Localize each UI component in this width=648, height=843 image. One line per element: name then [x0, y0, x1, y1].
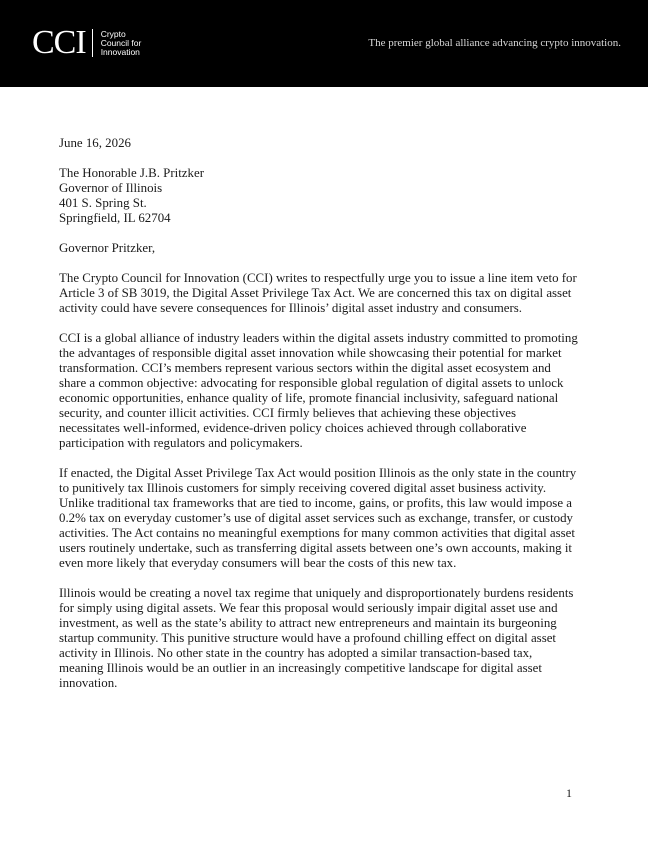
paragraph-about-cci: CCI is a global alliance of industry leaders within the digital assets industry committed to promoting the advantages of responsible digital asset innovation while showcasing their potential for market transformation. CCI’s members represent various sectors within the digital asset ecosystem and share a common objective: advocating for responsible global regulation of digital assets to unlock economic opportunities, enhance quality of life, promote financial inclusivity, safeguard national security, and counter illicit activities. CCI firmly believes that achieving these objectives necessitates well-informed, evidence-driven policy choices achieved through collaborative participation with regulators and policymakers.: [59, 331, 578, 450]
salutation: Governor Pritzker,: [59, 241, 156, 255]
page-number: 1: [566, 786, 572, 800]
logo-wordmark: [101, 30, 142, 57]
header-tagline: The premier global alliance advancing crypto innovation.: [368, 37, 621, 49]
address-line: Governor of Illinois: [59, 181, 163, 195]
address-line: The Honorable J.B. Pritzker: [59, 166, 204, 180]
letter-body: [59, 136, 579, 706]
address-line: Springfield, IL 62704: [59, 211, 171, 225]
logo-line: Innovation: [100, 46, 140, 57]
cci-logo: [32, 26, 141, 60]
logo-line: Council for: [100, 37, 142, 48]
recipient-address: [59, 166, 579, 226]
paragraph-novel-regime: Illinois would be creating a novel tax regime that uniquely and disproportionately burdens residents for simply using digital assets. We fear this proposal would seriously impair digital asset use and investment, as well as the state’s ability to attract new entrepreneurs and maintain its burgeoning startup community. This punitive structure would have a profound chilling effect on digital asset activity in Illinois. No other state in the country has adopted a similar transaction-based tax, meaning Illinois would be an outlier in an increasingly competitive landscape for digital asset innovation.: [59, 586, 574, 690]
paragraph-intro: The Crypto Council for Innovation (CCI) writes to respectfully urge you to issue a line item veto for Article 3 of SB 3019, the Digital Asset Privilege Tax Act. We are concerned this tax on digital asset activity could have severe consequences for Illinois’ digital asset industry and consumers.: [59, 271, 577, 315]
paragraph-tax-impact: If enacted, the Digital Asset Privilege Tax Act would position Illinois as the only state in the country to punitively tax Illinois customers for simply receiving covered digital asset business activity. Unlike traditional tax frameworks that are tied to income, gains, or profits, this law would impose a 0.2% tax on everyday customer’s use of digital asset services such as exchange, transfer, or custody activities. The Act contains no meaningful exemptions for many common activities that digital asset users routinely undertake, such as transferring digital assets between one’s own accounts, making it even more likely that everyday consumers will bear the costs of this new tax.: [59, 466, 577, 570]
logo-line: Crypto: [100, 28, 126, 39]
address-line: 401 S. Spring St.: [59, 196, 147, 210]
logo-divider: [92, 29, 93, 57]
logo-mark: CCI: [32, 24, 86, 61]
letterhead-banner: [0, 0, 648, 87]
letter-date: June 16, 2026: [59, 136, 131, 150]
